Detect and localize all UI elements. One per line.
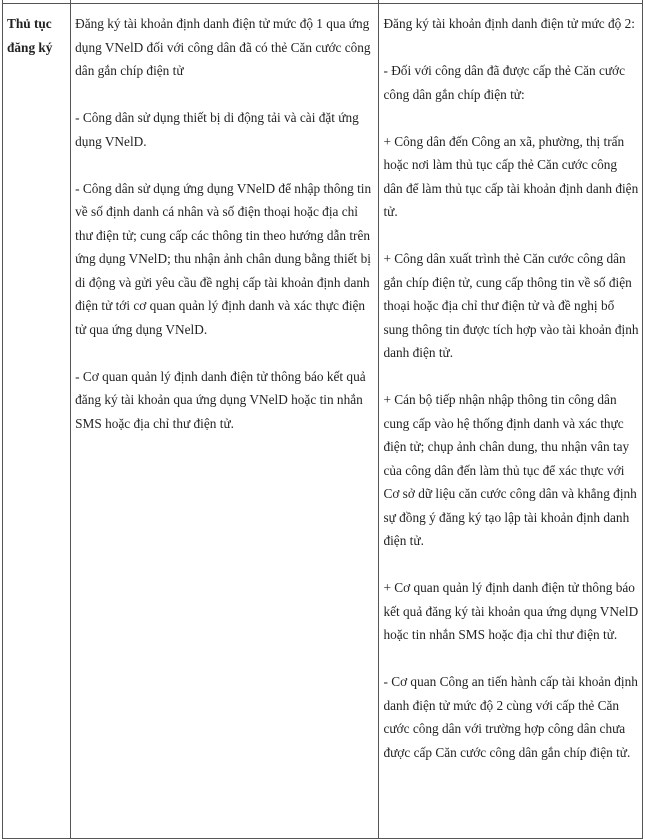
row-label-cell xyxy=(3,4,71,839)
level-2-paragraph: + Công dân đến Công an xã, phường, thị trấn hoặc nơi làm thủ tục cấp thẻ Căn cước công dân để làm thủ tục cấp tài khoản định danh điện tử. xyxy=(383,133,639,219)
level-1-paragraph: - Công dân sử dụng thiết bị di động tải và cài đặt ứng dụng VNelD. xyxy=(75,110,359,149)
level-2-paragraph: - Cơ quan Công an tiến hành cấp tài khoản định danh điện tử mức độ 2 cùng với cấp thẻ Căn cước công dân với trường hợp công dân chưa được cấp Căn cước công dân gắn chíp điện tử. xyxy=(383,674,638,760)
procedure-table xyxy=(2,0,643,839)
level-2-paragraph: - Đối với công dân đã được cấp thẻ Căn cước công dân gắn chíp điện tử: xyxy=(383,63,625,102)
level-2-cell xyxy=(379,4,643,839)
row-label: Thủ tục đăng ký xyxy=(7,16,53,55)
level-1-paragraph: Đăng ký tài khoản định danh điện tử mức độ 1 qua ứng dụng VNelD đối với công dân đã có thẻ Căn cước công dân gắn chíp điện tử xyxy=(75,16,371,78)
level-1-paragraph: - Công dân sử dụng ứng dụng VNelD để nhập thông tin về số định danh cá nhân và số điện thoại hoặc địa chỉ thư điện tử; cung cấp các thông tin theo hướng dẫn trên ứng dụng VNelD; thu nhận ảnh chân dung bằng thiết bị di động và gửi yêu cầu đề nghị cấp tài khoản định danh điện tử tới cơ quan quản lý định danh và xác thực điện tử qua ứng dụng VNelD. xyxy=(75,180,372,337)
level-2-paragraph: + Công dân xuất trình thẻ Căn cước công dân gắn chíp điện tử, cung cấp thông tin về số điện thoại hoặc địa chỉ thư điện tử và đề nghị bổ sung thông tin được tích hợp vào tài khoản định danh điện tử. xyxy=(383,251,639,360)
level-2-paragraph: + Cơ quan quản lý định danh điện tử thông báo kết quả đăng ký tài khoản qua ứng dụng VNelD hoặc tin nhắn SMS hoặc địa chỉ thư điện tử. xyxy=(383,580,639,642)
level-1-paragraph: - Cơ quan quản lý định danh điện tử thông báo kết quả đăng ký tài khoản qua ứng dụng VNelD hoặc tin nhắn SMS hoặc địa chỉ thư điện tử. xyxy=(75,368,366,431)
level-1-cell xyxy=(71,4,379,839)
level-2-paragraph: + Cán bộ tiếp nhận nhập thông tin công dân cung cấp vào hệ thống định danh và xác thực điện tử; chụp ảnh chân dung, thu nhận vân tay của công dân đến làm thủ tục để xác thực với Cơ sở dữ liệu căn cước công dân và khẳng định sự đồng ý đăng ký tạo lập tài khoản định danh điện tử. xyxy=(383,392,637,548)
level-2-paragraph: Đăng ký tài khoản định danh điện tử mức độ 2: xyxy=(383,16,635,31)
table-row xyxy=(3,4,643,839)
